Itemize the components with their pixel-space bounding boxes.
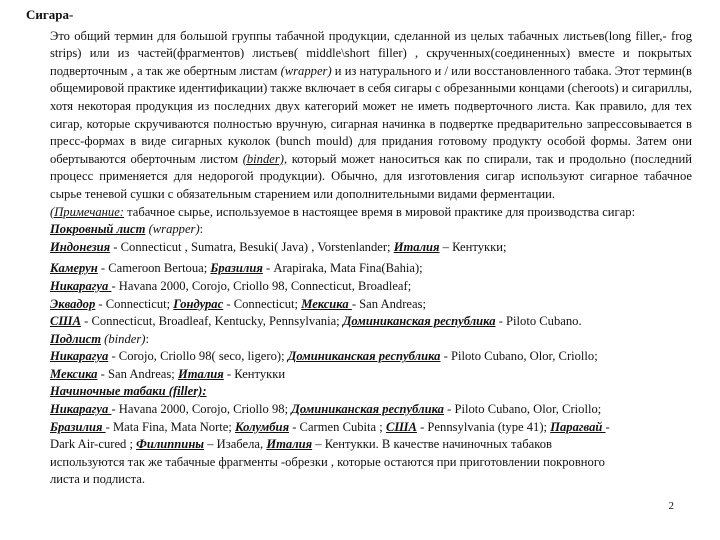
wrapper-line: Камерун - Cameroon Bertoua; Бразилия - Arapiraka, Mata Fina(Bahia); [50, 261, 423, 276]
binder-heading: Подлист (binder): [50, 331, 149, 346]
binder-line: Никарагуа - Corojo, Criollo 98( seco, ligero); Доминиканская республика - Piloto Cubano, Olor, Criollo; [50, 349, 598, 364]
filler-heading: Начиночные табаки (filler): [50, 384, 207, 399]
document-title: Сигара- [26, 7, 74, 22]
varieties-list [50, 204, 692, 490]
filler-line: Никарагуа - Havana 2000, Corojo, Criollo 98; Доминиканская республика - Piloto Cubano, Olor, Criollo; [50, 402, 602, 417]
page-number: 2 [668, 500, 674, 512]
binder-line: Мексика - San Andreas; Италия - Кентукки [50, 366, 286, 381]
note-text: табачное сырье, используемое в настоящее время в мировой практике для производства сигар: [123, 204, 636, 219]
note-label: (Примечание: [50, 204, 124, 219]
wrapper-term: (wrapper) [280, 63, 332, 78]
filler-line: Dark Air-cured ; Филиппины – Изабела, Италия – Кентукки. В качестве начиночных табаков [50, 437, 552, 452]
wrapper-line: Эквадор - Connecticut; Гондурас - Connecticut; Мексика - San Andreas; [50, 296, 426, 311]
note-paragraph [50, 204, 692, 222]
wrapper-heading: Покровный лист (wrapper): [50, 222, 204, 237]
intro-paragraph [50, 28, 692, 204]
intro-text-2: и из натурального и / или восстановленного табака. Этот термин(в общемировой практике идентификации) также включает в себя сигары с обрезанными концами (cheroots) и сигариллы, хотя некоторая продукция из последних двух категорий может не иметь подверточного листа. Как правило, для тех сигар, которые скручиваются полностью вручную, сигарная начинка в подвертке предварительно запрессовывается в пресс-формах в виде сигарных куколок (bunch mould) для придания готовому продукту особой формы. Затем они обертываются оберточным листом [50, 63, 692, 166]
intro-text-3: который может наноситься как по спирали, так и продольно (последний процесс применяется для недорогой продукции). Обычно, для изготовления сигар используют сигарное табачное сырье теневой сушки с обязательным старением или дополнительными видами ферментации. [50, 151, 692, 201]
filler-line: Бразилия - Mata Fina, Mata Norte; Колумбия - Carmen Cubita ; США - Pennsylvania (type 41); Парагвай - [50, 419, 610, 434]
intro-text-1: Это общий термин для большой группы табачной продукции, сделанной из целых табачных листьев(long filler,- frog strips) или из частей(фрагментов) листьев( middle\short filler) , скрученных(соединенных) вместе и покрытых подверточным , а так же обертным листам [50, 28, 692, 78]
filler-line: используются так же табачные фрагменты -обрезки , которые остаются при приготовлении покровного [50, 454, 605, 469]
document-page [24, 6, 692, 489]
wrapper-line: США - Connecticut, Broadleaf, Kentucky, Pennsylvania; Доминиканская республика - Piloto Cubano. [50, 314, 582, 329]
binder-term: (binder), [242, 151, 288, 166]
wrapper-line: Индонезия - Connecticut , Sumatra, Besuki( Java) , Vorstenlander; Италия – Кентукки; [50, 239, 507, 254]
filler-line: листа и подлиста. [50, 472, 145, 487]
wrapper-line: Никарагуа - Havana 2000, Corojo, Criollo 98, Connecticut, Broadleaf; [50, 278, 412, 293]
